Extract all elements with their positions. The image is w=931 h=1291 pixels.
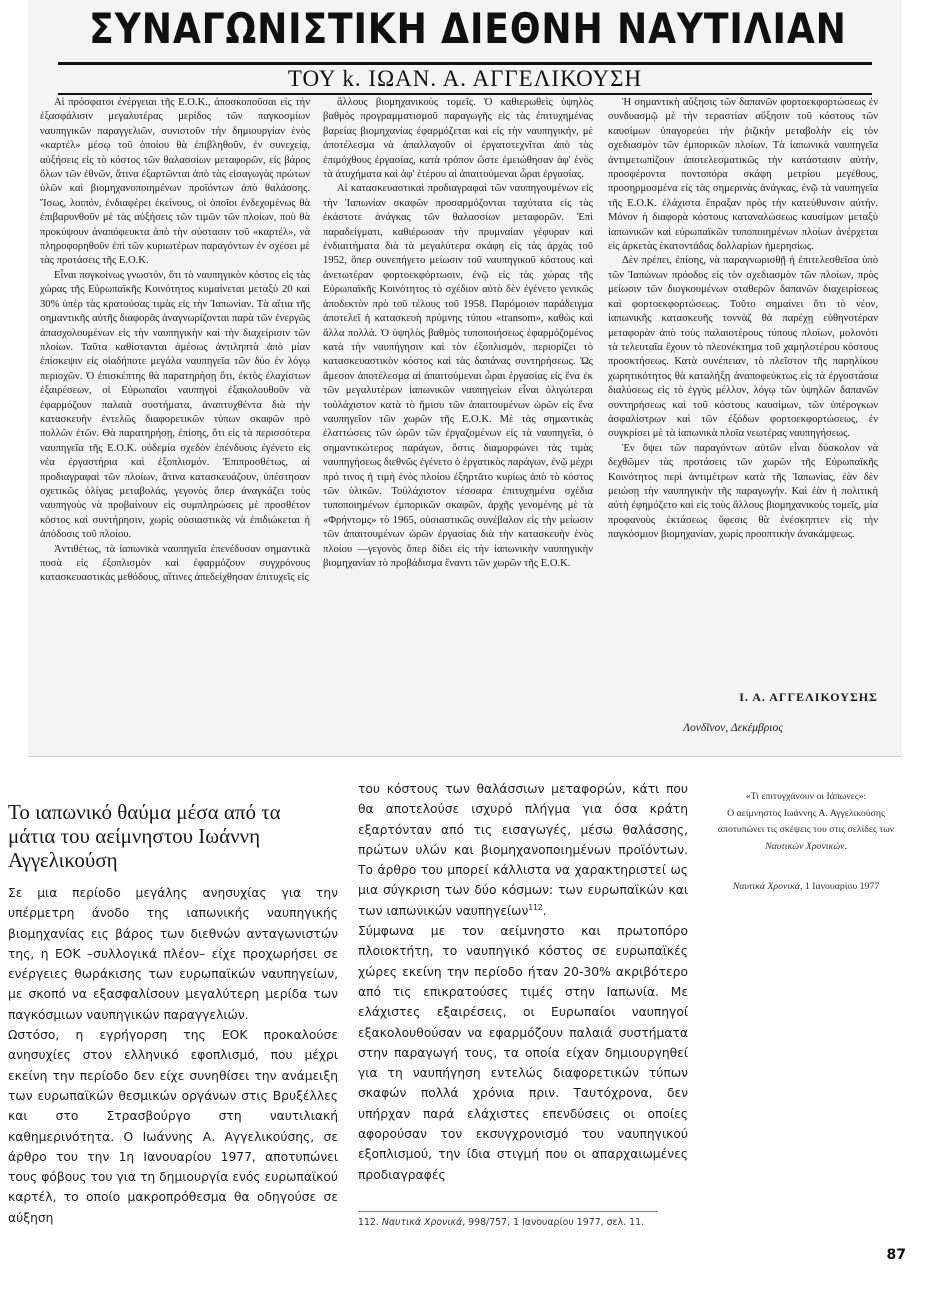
caption-source: [710, 879, 902, 896]
body-paragraph: [358, 779, 688, 921]
clipping-signature: Ι. Α. ΑΓΓΕΛΙΚΟΥΣΗΣ: [739, 690, 878, 704]
caption-publication: Ναυτικών Χρονικών: [765, 840, 845, 852]
body-text: .: [542, 903, 547, 918]
body-text: του κόστους των θαλάσσιων μεταφορών, κάτι που θα αποτελούσε ισχυρό πλήγμα για όσα κράτη εξαρτόνταν από τις εισαγωγές, μέσω θαλάσσης, πρώτων υλών και βιομηχανοποιημένων προϊόντων. Το άρθρο του μπορεί κάλλιστα να χαρακτηριστεί ως μια σύγκριση των δύο κόσμων: των ευρωπαϊκών και των ιαπωνικών ναυπηγείων: [358, 782, 688, 918]
image-caption: [710, 789, 902, 896]
footnote-number: 112.: [358, 1217, 379, 1228]
body-paragraph: Ωστόσο, η εγρήγορση της ΕΟΚ προκαλούσε ανησυχίες στον ελληνικό εφοπλισμό, που μέχρι εκείνη την περίοδο δεν είχε συνηθίσει την ανάμειξη των ευρωπαϊκών θεσμικών οργάνων στις Βρυξέλλες και στο Στρασβούργο στη ναυτιλιακή καθημερινότητα. Ο Ιωάννης Α. Αγγελικούσης, σε άρθρο του την 1η Ιανουαρίου 1977, αποτυπώνει τους φόβους του για τη δημιουργία ενός ευρωπαϊκού καρτέλ, το οποίο μακροπρόθεσμα θα οδηγούσε σε αύξηση: [8, 1028, 338, 1225]
caption-quote: «Τι επιτυγχάνουν οι Ιάπωνες»:: [745, 791, 867, 802]
clipping-paragraph: Εἶναι πογκοίνως γνωστόν, ὅτι τὸ ναυπηγικὸν κόστος εἰς τὰς χώρας τῆς Εὐρωπαϊκῆς Κοινότητος κυμαίνεται μεταξὺ 20 καὶ 30% ὑπὲρ τὰς κρατούσας τιμὰς εἰς τὴν Ἰαπωνίαν. Τὰ αἴτια τῆς σημαντικῆς αὐτῆς διαφορᾶς ἀναγνωρίζονται παρὰ τῶν ἐνεργῶς ἀπασχολουμένων εἰς τὴν ναυπηγικὴν καὶ τὴν διαχείρισιν τῶν πλοίων. Ταῦτα καθίστανται ἀμέσως ἀντιληπτὰ ἀπὸ μίαν ἐπίσκεψιν εἰς οἱαδήποτε μεγάλα ναυπηγεῖα τῶν δύο ἐν λόγῳ περιοχῶν. Ὁ ἐπισκέπτης θὰ παρατηρήσῃ ὅτι, ἐκτὸς ἐλαχίστων ἐξαιρέσεων, οἱ Εὐρωπαῖοι ναυπηγοὶ ἐξακολουθοῦν νὰ ἐφαρμόζουν παλαιὰ συστήματα, ἀναπτυχθέντα διὰ τὴν κατασκευὴν ἐντελῶς διαφορετικῶν τύπων σκαφῶν πρὸ πολλῶν ἐτῶν. Θὰ παρατηρήσῃ, ἐπίσης, ὅτι εἰς τὰ περισσότερα ναυπηγεῖα τῆς Ε.Ο.Κ. οὐδεμία σχεδὸν ἐπένδυσις ἐγένετο εἰς νέα ἐργαστήρια καὶ ἐξοπλισμόν. Ἐπιπροσθέτως, αἱ προδιαγραφαὶ τῶν πλοίων, ἅτινα κατασκευάζουν, ὑπέστησαν σχετικῶς ὀλίγας μεταβολάς, γεγονὸς ὅπερ ἀναγκάζει τοὺς ναυπηγοὺς νὰ προβαίνουν εἰς συμπληρώσεις μὲ προσθέτον κόστος καὶ συντήρησιν, χωρὶς οὐσιαστικὰς νὰ ἐπιδιώκεται ἡ ἀπόδοσις τοῦ πλοίου.: [40, 269, 310, 541]
caption-source-publication: Ναυτικά Χρονικά: [732, 881, 800, 892]
caption-period: .: [844, 840, 847, 852]
clipping-author: ΤΟΥ k. ΙΩΑΝ. Α. ΑΓΓΕΛΙΚΟΥΣΗ: [287, 66, 643, 91]
clipping-paragraph: ἄλλους βιομηχανικοὺς τομεῖς. Ὁ καθιερωθεὶς ὑψηλὸς βαθμὸς προγραμματισμοῦ παραγωγῆς εἰς τὰς ἐπιτυχημένας βαρείας βιομηχανίας ἐφαρμόζεται καὶ εἰς τὴν ναυπηγικήν, μὲ ἀποτέλεσμα νὰ ἀπαλλαγοῦν οἱ ἐργατοτεχνῖται ἀπὸ τὰς ἐπιμόχθους ἐργασίας, κατὰ τρόπον ὥστε ἐμειώθησαν ἀφ' ἑνὸς τὰ ἀτυχήματα καὶ ἀφ' ἑτέρου αἱ ἀπαιτούμεναι ὧραι ἐργασίας.: [323, 97, 593, 181]
body-column-left: [8, 883, 338, 1228]
clipping-column-1: [40, 96, 310, 742]
body-paragraph: Σε μια περίοδο μεγάλης ανησυχίας για την υπέρμετρη άνοδο της ιαπωνικής ναυπηγικής βιομηχανίας εις βάρος των διεθνών ανταγωνιστών της, η ΕΟΚ –συλλογικά πλέον– είχε προχωρήσει σε ενέργειες θωράκισης των ευρωπαϊκών ναυπηγείων, με σκοπό να εξασφαλίσουν μεγαλύτερη μερίδα των παγκόσμιων ναυπηγικών παραγγελιών.: [8, 886, 338, 1022]
clipping-column-2: [323, 96, 593, 742]
clipping-title: ΣΥΝΑΓΩΝΙΣΤΙΚΗ ΔΙΕΘΝΗ ΝΑΥΤΙΛΙΑΝ: [89, 4, 847, 53]
clipping-paragraph: Αἱ κατασκευαστικαὶ προδιαγραφαὶ τῶν ναυπηγουμένων εἰς τὴν Ἰαπωνίαν σκαφῶν προσαρμόζονται ταχύτατα εἰς τὰς ἑκάστοτε ἀνάγκας τῶν θαλασσίων μεταφορῶν. Ἐπὶ παραδείγματι, καθιέρωσαν τὴν πρυμναίαν γέφυραν καὶ ἐνδιαιτήματα διὰ τὰ μεγαλύτερα σκάφη εἰς τὰς ἀρχὰς τοῦ 1952, ὅπερ συνεπήγετο μείωσιν τοῦ ναυπηγικοῦ κόστους καὶ ἀνετωτέραν φορτοεκφόρτωσιν, ἐνῷ εἰς τὰς χώρας τῆς Εὐρωπαϊκῆς Κοινότητος τὸ σχέδιον αὐτὸ δὲν ἐγένετο γενικῶς ἀποδεκτὸν πρὸ τοῦ τέλους τοῦ 1958. Παρόμοιον παράδειγμα ἀποτελεῖ ἡ κατασκευὴ πρύμνης τύπου «transom», καθὼς καὶ ἄλλα πολλά. Ὁ ὑψηλὸς βαθμὸς τυποποιήσεως ἐφαρμόζομένος κατὰ τὴν ναυπήγησιν καὶ τὸν ἐξοπλισμόν, περιορίζει τὸ κατασκευαστικὸν κόστος καὶ τὰς δαπάνας συντηρήσεως. Ὡς ἄμεσον ἀποτέλεσμα αἱ ἀπαιτούμεναι ὧραι ἐργασίας εἰς ἕνα ἐκ τῶν μεγαλυτέρων ἰαπωνικῶν ναυπηγείων εἶναι ὀλιγώτεραι τοὐλάχιστον κατὰ τὸ ἥμισυ τῶν ἀπαιτουμένων ὡρῶν εἰς ἕνα ναυπηγεῖον τῶν χωρῶν τῆς Ε.Ο.Κ. Μὲ τὰς σημαντικὰς ἐλαττώσεις τῶν ὡρῶν τῶν ἐργαζομένων εἰς τὰ ναυπηγεῖα, ὁ σημαντικώτερος παράγων, ὅστις διαμορφώνει τὰς τιμὰς ναυπηγήσεως διεθνῶς ἐγένετο ὁ ἐργατικὸς παράγων, ἐνῷ μέχρι πρό τινος ἡ τιμὴ ἑνὸς πλοίου ἐξηρτᾶτο κυρίως ἀπὸ τὸ κόστος τῶν ὑλικῶν. Τοὐλάχιστον τέσσαρα ἐπιτυχημένα σχέδια τυποποιημένων ἐμπορικῶν σκαφῶν, ἀρχῆς γενομένης μὲ τὰ «Φρήντομς» τὸ 1965, οὐσιαστικῶς συνέβαλον εἰς τὴν μείωσιν τῶν ἀπαιτουμένων ὡρῶν ἐργασίας διὰ τὴν κατασκευὴν ἑνὸς πλοίου —γεγονὸς ὅπερ δίδει εἰς τὴν ἰαπωνικὴν ναυπηγικὴν βιομηχανίαν τὸ προβάδισμα ἔναντι τῶν χωρῶν τῆς Ε.Ο.Κ.: [323, 183, 593, 569]
clipping-paragraph: Ἀντιθέτως, τὰ ἰαπωνικὰ ναυπηγεῖα ἐπενέδυσαν σημαντικὰ ποσὰ εἰς ἐξοπλισμὸν καὶ ἐφαρμόζουν συγχρόνους κατασκευαστικὰς μεθόδους, αἵτινες ἀπεδείχθησαν ἐπιτυχεῖς εἰς: [40, 543, 310, 584]
body-column-right: [358, 779, 688, 1185]
clipping-column-3: [608, 96, 878, 676]
footnote-publication: Ναυτικά Χρονικά: [381, 1217, 463, 1228]
clipping-paragraph: Ἐν ὄψει τῶν παραγόντων αὐτῶν εἶναι δύσκολον νὰ δεχθῶμεν τὰς προτάσεις τῶν χωρῶν τῆς Εὐρωπαϊκῆς Κοινότητος περὶ ἀντιμέτρων κατὰ τῆς Ἰαπωνίας, ἐὰν δὲν μειώσῃ τὴν ναυπηγικὴν τῆς παραγωγήν. Καὶ ἐὰν ἡ πολιτικὴ αὐτὴ ἐφημόζετο καὶ εἰς τοὺς ἄλλους βιομηχανικοὺς τομεῖς, μία προφανοὺς ἐκτάσεως ὕφεσις θὰ ἐνέσκηπτεν εἰς τὴν παγκόσμιον βιομηχανίαν, χωρὶς προοπτικὴν ἀνακάμψεως.: [608, 442, 878, 541]
footnote-detail: , 998/757, 1 Ιανουαρίου 1977, σελ. 11.: [462, 1217, 645, 1228]
caption-text: [710, 789, 902, 855]
footnote-reference[interactable]: 112: [528, 902, 543, 912]
clipping-paragraph: Αἱ πρόσφατοι ἐνέργειαι τῆς Ε.Ο.Κ., ἀποσκοποῦσαι εἰς τὴν ἐξασφάλισιν μεγαλυτέρας μερίδος τῶν παγκοσμίων ναυπηγικῶν παραγγελιῶν, συνιστοῦν τὴν δημιουργίαν ἑνὸς «καρτέλ» μέσῳ τοῦ ὁποίου θὰ ἐπιβληθοῦν, ἐν συνεχείᾳ, αὐξήσεις εἰς τὸ κόστος τῶν θαλασσίων μεταφορῶν, εἰς βάρος ὅλων τῶν ἐθνῶν, ἅτινα ἐξαρτῶνται ἀπὸ τὰς εἰσαγωγὰς πρώτων ὑλῶν καὶ βιομηχανοποιημένων προϊόντων ἀπὸ θαλάσσης. Ἴσως, λοιπόν, ἐνδιαφέρει ἐκείνους, οἱ ὁποῖοι ἐνδεχομένως θὰ ἐπιβαρυνθοῦν μὲ τὰς αὐξήσεις τῶν τιμῶν τῶν πλοίων, ποὺ θὰ προκύψουν ἀναπόφευκτα ἀπὸ τὴν σύστασιν τοῦ «καρτέλ», νὰ πληροφορηθοῦν ἐπὶ τῶν κυριωτέρων παραγόντων ἐν σχέσει μὲ τὰς προτάσεις τῆς Ε.Ο.Κ.: [40, 97, 310, 267]
clipping-place-date: Λονδῖνον, Δεκέμβριος: [683, 722, 783, 734]
clipping-paragraph: Δὲν πρέπει, ἐπίσης, νὰ παραγνωρισθῇ ἡ ἐπιτελεσθεῖσα ὑπὸ τῶν Ἰαπώνων πρόοδος εἰς τὸν σχεδιασμὸν τῶν πλοίων, πρὸς μείωσιν τῶν διογκουμένων σταθερῶν δαπανῶν διαχειρίσεως καὶ φορτοεκφορτώσεως. Τοῦτο σημαίνει ὅτι τὸ νέον, ἰαπωνικῆς κατασκευῆς τοννὰζ θὰ παρέχῃ εὐθηνοτέραν μεταφορὰν ἀπὸ τοὺς παλαιοτέρους τύπους πλοίων, μολονότι τὰ τελευταῖα ἔχουν τὸ πλεονέκτημα τοῦ χαμηλοτέρου κόστους προσκτήσεως. Κατὰ συνέπειαν, τὸ πλεῖστον τῆς παρηλίκου χωρητικότητος θὰ καταλήξῃ ἀναποφεύκτως εἰς τὰ ἐργοστάσια διαλύσεως εἰς τὸ ἐγγὺς μέλλον, λόγῳ τῶν ὑψηλῶν δαπανῶν συντηρήσεως καὶ τοῦ κόστους καυσίμων, τῶν ὑπέρογκων ἀσφαλίστρων καὶ τῶν ἐξόδων φορτοεκφορτώσεως, ἐν συγκρίσει μὲ τὰ ἰαπωνικὰ πλοῖα νεωτέρας ναυπηγήσεως.: [608, 255, 878, 440]
caption-source-date: , 1 Ιανουαρίου 1977: [799, 881, 880, 892]
footnote-divider: [358, 1211, 658, 1212]
page-number: 87: [886, 1247, 906, 1263]
clipping-title-rule: [58, 62, 872, 65]
caption-line: Ο αείμνηστος Ιωάννης Α. Αγγελικούσης αποτυπώνει τις σκέψεις του στις σελίδες των: [717, 807, 895, 835]
body-paragraph: Σύμφωνα με τον αείμνηστο και πρωτοπόρο πλοιοκτήτη, το ναυπηγικό κόστος σε ευρωπαϊκές χώρες εκείνη την περίοδο ήταν 20-30% ακριβότερο από τις επικρατούσες τιμές στην Ιαπωνία. Με ελάχιστες εξαιρέσεις, οι Ευρωπαίοι ναυπηγοί εξακολουθούσαν να εφαρμόζουν παλαιά συστήματα στην παραγωγή τους, τα οποία είχαν δημιουργηθεί για τη ναυπήγηση εντελώς διαφορετικών τύπων σκαφών πολλά χρόνια πριν. Ταυτόχρονα, δεν υπήρχαν παρά ελάχιστες επενδύσεις οι οποίες αφορούσαν τον εκσυγχρονισμό του ναυπηγικού εξοπλισμού, την ίδια στιγμή που οι απαρχαιωμένες προδιαγραφές: [358, 924, 688, 1182]
clipping-author-rule: [58, 93, 872, 95]
clipping-paragraph: Ἡ σημαντικὴ αὔξησις τῶν δαπανῶν φορτοεκφορτώσεως ἐν συνδυασμῷ μὲ τὴν τεραστίαν αὔξησιν τοῦ κόστους τῶν καυσίμων ὑπαγορεύει τὴν ῥιζικὴν μεταβολὴν εἰς τὸν σχεδιασμὸν τῶν ἐμπορικῶν πλοίων. Τὰ ἰαπωνικὰ ναυπηγεῖα ἀντιμετωπίζουν ἀποτελεσματικῶς τὴν κατάστασιν αὐτήν, προσφέροντα ποντοπόρα σκάφη μετρίου μεγέθους, προσηρμοσμένα εἰς τὰς σημερινὰς ἀνάγκας, ἐνῷ τὰ ναυπηγεῖα τῆς Ε.Ο.Κ. ἐλάχιστα ἔπραξαν πρὸς τὴν κατεύθυνσιν αὐτήν. Μόνον ἡ διαφορὰ κόστους καταναλώσεως καυσίμων μεταξὺ ἰαπωνικῶν καὶ εὐρωπαϊκῶν τυποποιημένων πλοίων ἀνέρχεται εἰς ἀρκετὰς ἑκατοντάδας δολλαρίων ἡμερησίως.: [608, 97, 878, 253]
page-heading: Το ιαπωνικό θαύμα μέσα από τα μάτια του αείμνηστου Ιωάννη Αγγελικούση: [8, 800, 281, 872]
footnote: [358, 1217, 698, 1228]
newspaper-clipping: [28, 0, 902, 757]
